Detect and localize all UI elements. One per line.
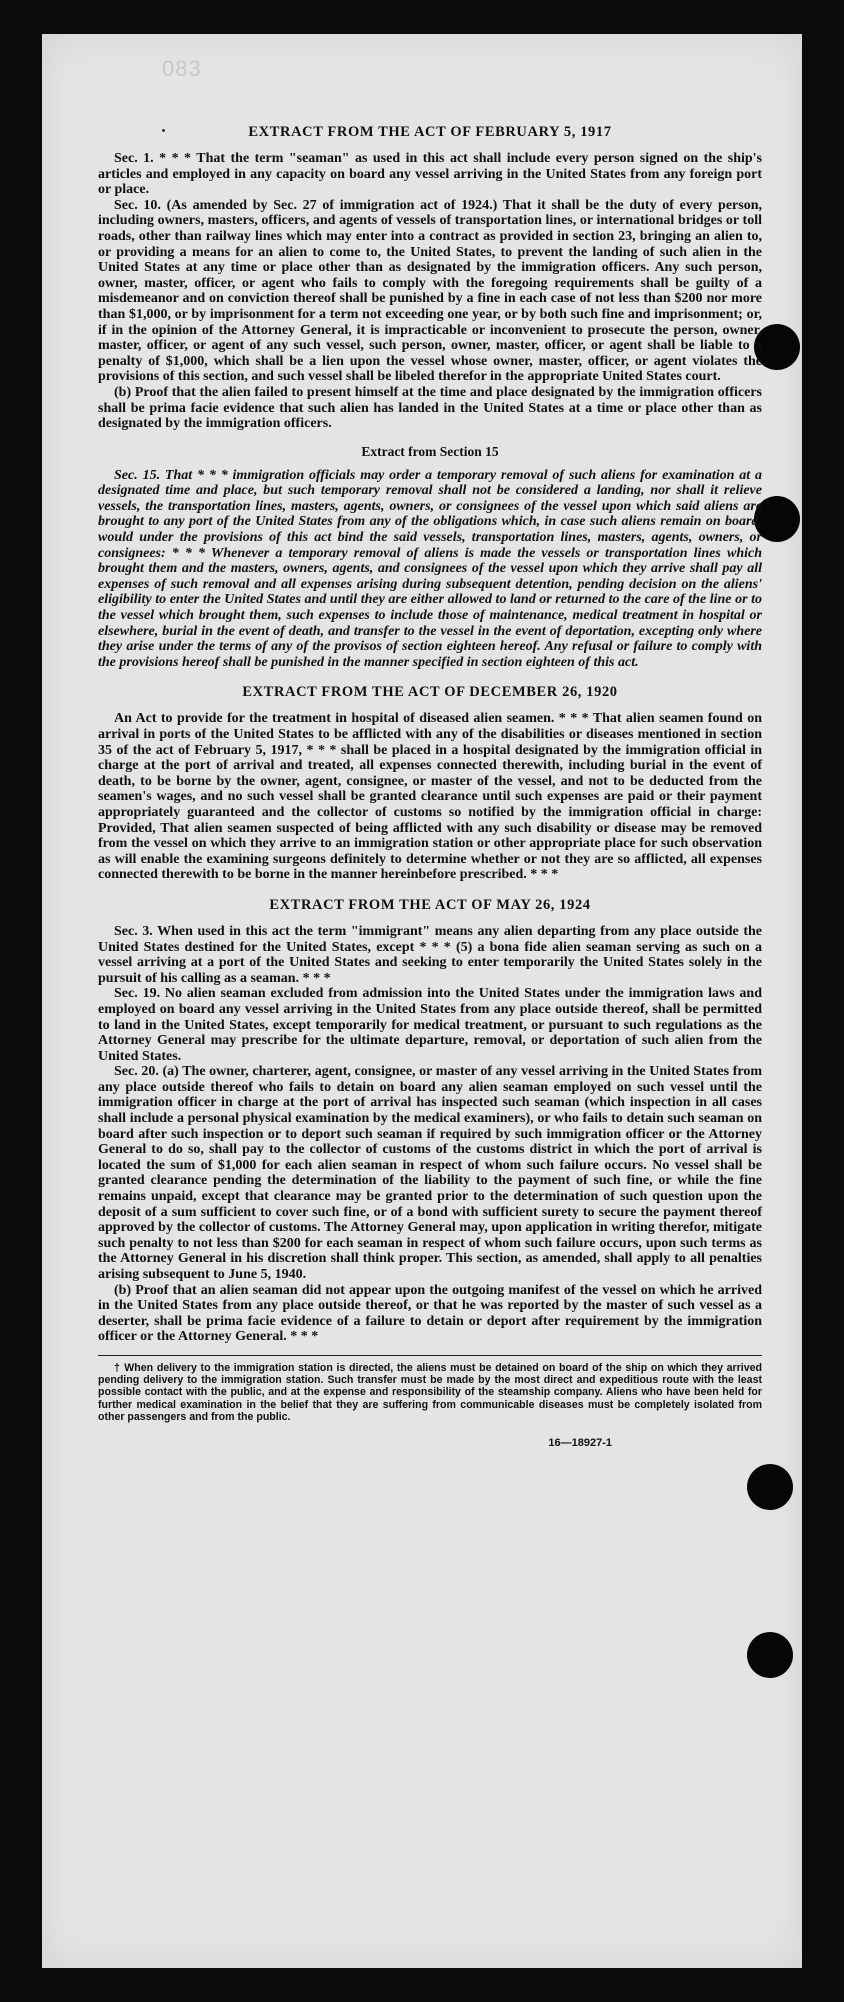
footnote-divider — [98, 1355, 762, 1356]
paragraph: Sec. 15. That * * * immigration officials may order a temporary removal of such aliens for examination at a designated time and place, but such temporary removal shall not be considered a landing, nor shall it relieve vessels, the transportation lines, masters, agents, owners, or consignees of the vessel upon which said aliens are brought to any port of the United States from any of the obligations which, in case such aliens remain on board, would under the provisions of this act bind the said vessels, transportation lines, masters, agents, owners, or consignees: * * * Whenever a temporary removal of aliens is made the vessels or transportation lines which brought them and the masters, owners, agents, and consignees of the vessel upon which they arrive shall pay all expenses of such removal and all expenses arising during subsequent detention, pending decision on the aliens' eligibility to enter the United States and until they are either allowed to land or returned to the care of the line or to the vessel which brought them, such expenses to include those of maintenance, medical treatment in hospital or elsewhere, burial in the event of death, and transfer to the vessel in the event of deportation, excepting only where they arise under the terms of any of the provisos of section eighteen hereof. Any refusal or failure to comply with the provisions hereof shall be punished in the manner specified in section eighteen of this act. — [98, 467, 762, 670]
paragraph: (b) Proof that the alien failed to present himself at the time and place designated by the immigration officers shall be prima facie evidence that such alien has landed in the United States at a time or place other than as designated by the immigration officers. — [98, 384, 762, 432]
paragraph: (b) Proof that an alien seaman did not appear upon the outgoing manifest of the vessel on which he arrived in the United States from any place outside thereof, or that he was reported by the master of such vessel as a deserter, shall be prima facie evidence of a failure to detain or deport after requirement by the immigration officer or the Attorney General. * * * — [98, 1282, 762, 1345]
section-heading: EXTRACT FROM THE ACT OF MAY 26, 1924 — [269, 896, 591, 913]
punch-hole — [747, 1464, 793, 1510]
paragraph: Sec. 20. (a) The owner, charterer, agent, consignee, or master of any vessel arriving in the United States from any place outside thereof who fails to detain on board any alien seaman employed on such vessel until the immigration officer in charge at the port of arrival has inspected such seaman (which inspection in all cases shall include a personal physical examination by the medical examiners), or who fails to detain such seaman on board after such inspection or to deport such seaman if required by such immigration officer or the Attorney General to do so, shall pay to the collector of customs of the customs district in which the port of arrival is located the sum of $1,000 for each alien seaman in respect of whom such failure occurs. No vessel shall be granted clearance pending the determination of the liability to the payment of such fine, or while the fine remains unpaid, except that clearance may be granted prior to the determination of such question upon the deposit of a sum sufficient to cover such fine, or of a bond with sufficient surety to secure the payment thereof approved by the collector of customs. The Attorney General may, upon application in writing therefor, mitigate such penalty to not less than $200 for each seaman in respect of whom such failure occurs, upon such terms as the Attorney General in his discretion shall think proper. This section, as amended, shall apply to all penalties arising subsequent to June 5, 1940. — [98, 1064, 762, 1282]
paragraph: Sec. 3. When used in this act the term "immigrant" means any alien departing from any place outside the United States destined for the United States, except * * * (5) a bona fide alien seaman serving as such on a vessel arriving at a port of the United States and seeking to enter temporarily the United States solely in the pursuit of his calling as a seaman. * * * — [98, 923, 762, 986]
document-page — [42, 34, 802, 1968]
document-body — [98, 124, 762, 1449]
paragraph: Sec. 19. No alien seaman excluded from admission into the United States under the immigration laws and employed on board any vessel arriving in the United States from any place outside thereof, shall be permitted to land in the United States, except temporarily for medical treatment, or pursuant to such regulations as the Attorney General may prescribe for the ultimate departure, removal, or deportation of such alien from the United States. — [98, 986, 762, 1064]
paragraph: Sec. 1. * * * That the term "seaman" as used in this act shall include every person signed on the ship's articles and employed in any capacity on board any vessel arriving in the United States from any foreign port or place. — [98, 151, 762, 198]
paragraph: Sec. 10. (As amended by Sec. 27 of immigration act of 1924.) That it shall be the duty of every person, including owners, masters, officers, and agents of vessels of transportation lines, or international bridges or toll roads, other than railway lines which may enter into a contract as provided in section 23, bringing an alien to, or providing a means for an alien to come to, the United States, to prevent the landing of such alien in the United States at any time or place other than as designated by the immigration officers. Any such person, owner, master, officer, or agent who fails to comply with the foregoing requirements shall be guilty of a misdemeanor and on conviction thereof shall be punished by a fine in each case of not less than $200 nor more than $1,000, or by imprisonment for a term not exceeding one year, or by both such fine and imprisonment; or, if in the opinion of the Attorney General, it is impracticable or inconvenient to prosecute the person, owner, master, officer, or agent of any such vessel, such person, owner, master, officer, or agent shall be liable to a penalty of $1,000, which shall be a lien upon the vessel whose owner, master, officer, or agent violates the provisions of this section, and such vessel shall be libeled therefor in the appropriate United States court. — [98, 197, 762, 385]
form-number: 16—18927-1 — [548, 1436, 612, 1449]
footnote: † When delivery to the immigration station is directed, the aliens must be detained on board of the ship on which they arrived pending delivery to the immigration station. Such transfer must be made by the most direct and expeditious route with the least possible contact with the public, and at the expense and responsibility of the steamship company. Aliens who have been held for further medical examination in the belief that they are suffering from communicable diseases must be completely isolated from other passengers and from the public. — [98, 1361, 762, 1423]
paragraph: An Act to provide for the treatment in hospital of diseased alien seamen. * * * That alien seamen found on arrival in ports of the United States to be afflicted with any of the disabilities or diseases mentioned in section 35 of the act of February 5, 1917, * * * shall be placed in a hospital designated by the immigration official in charge at the port of arrival and treated, all expenses connected therewith, including burial in the event of death, to be borne by the owner, agent, consignee, or master of the vessel, and not to be deducted from the seamen's wages, and no such vessel shall be granted clearance until such expenses are paid or their payment appropriately guaranteed and the collector of customs so notified by the immigration official in charge: Provided, That alien seamen suspected of being afflicted with any such disability or disease may be removed from the vessel on which they arrive to an immigration station or other appropriate place for such observation as will enable the examining surgeons definitely to determine whether or not they are so afflicted, all expenses connected therewith to be borne in the manner hereinbefore prescribed. * * * — [98, 711, 762, 883]
section-heading: EXTRACT FROM THE ACT OF DECEMBER 26, 1920 — [242, 684, 618, 701]
corner-mark: 083 — [162, 56, 202, 81]
section-heading: EXTRACT FROM THE ACT OF FEBRUARY 5, 1917 — [248, 124, 612, 140]
section-subheading: Extract from Section 15 — [361, 443, 499, 459]
punch-hole — [747, 1632, 793, 1678]
